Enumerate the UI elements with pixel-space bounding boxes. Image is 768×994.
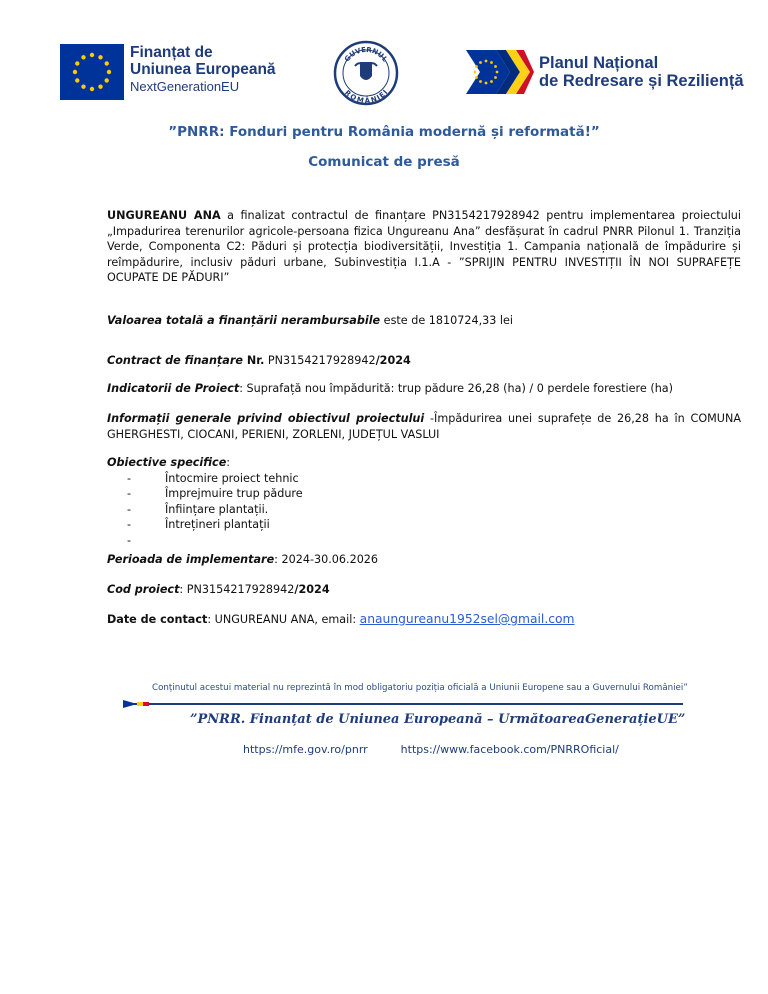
project-code-text: : PN3154217928942 <box>179 583 295 596</box>
project-indicators <box>107 381 741 397</box>
gov-seal-bottom-text: ROMÂNIEI <box>342 88 390 106</box>
list-item <box>107 517 741 533</box>
header <box>0 0 768 115</box>
contract-nr-label: Nr. <box>242 354 265 367</box>
list-dash: - <box>127 502 132 516</box>
objective-text: Întocmire proiect tehnic <box>165 471 299 485</box>
contract-number: PN3154217928942 <box>264 354 376 367</box>
period-text: : 2024-30.06.2026 <box>274 553 379 566</box>
list-dash: - <box>127 471 132 485</box>
list-item <box>107 471 741 487</box>
pnrr-logo <box>466 50 744 94</box>
list-dash: - <box>127 518 132 532</box>
contact-label: Date de contact <box>107 613 208 626</box>
objective-text: Înființare plantații. <box>165 502 269 516</box>
footer-decorative-bar <box>123 700 683 708</box>
financing-contract <box>107 353 741 369</box>
list-dash: - <box>127 487 132 501</box>
general-info-label: Informații generale privind obiectivul proiectului <box>107 412 425 425</box>
general-info <box>107 411 741 442</box>
contract-label: Contract de finanțare <box>107 354 243 367</box>
contact-text: : UNGUREANU ANA, email: <box>207 613 360 626</box>
list-item <box>107 502 741 518</box>
contact-details <box>107 612 741 628</box>
funding-value-label: Valoarea totală a finanțării nerambursabile <box>107 314 381 327</box>
indicators-text: : Suprafață nou împădurită: trup pădure 26,28 (ha) / 0 perdele forestiere (ha) <box>239 382 674 395</box>
eu-logo-line1: Finanțat de <box>130 44 213 61</box>
project-code <box>107 582 741 598</box>
specific-objectives <box>107 455 741 545</box>
list-dash: - <box>127 533 132 547</box>
footer-slogan: ”PNRR. Finanțat de Uniunea Europeană – UrmătoareaGenerațieUE” <box>190 712 686 727</box>
footer-link-mfe[interactable]: https://mfe.gov.ro/pnrr <box>243 743 368 756</box>
project-code-year: /2024 <box>294 583 330 596</box>
contract-year: /2024 <box>375 354 411 367</box>
footer-disclaimer: Conținutul acestui material nu reprezintă în mod obligatoriu poziția oficială a Uniunii Europene sau a Guvernului României” <box>152 683 688 693</box>
beneficiary-name: UNGUREANU ANA <box>107 209 221 222</box>
pnrr-logo-line2: de Redresare și Reziliență <box>539 72 744 90</box>
period-label: Perioada de implementare <box>107 553 275 566</box>
objective-text: Întrețineri plantații <box>165 518 270 532</box>
implementation-period <box>107 552 741 568</box>
eu-funding-logo <box>60 44 276 100</box>
footer-link-facebook[interactable]: https://www.facebook.com/PNRROficial/ <box>400 743 619 756</box>
indicators-label: Indicatorii de Proiect <box>107 382 240 395</box>
list-item <box>107 533 741 545</box>
general-info-text: -Împădurirea unei suprafețe de 26,28 ha în COMUNA GHERGHESTI, CIOCANI, PERIENI, ZORLENI, JUDEȚUL VASLUI <box>107 412 741 441</box>
pnrr-flag-arrow-icon <box>466 50 534 94</box>
intro-paragraph <box>107 208 741 286</box>
pnrr-slogan: ”PNRR: Fonduri pentru România modernă și reformată!” <box>168 124 600 140</box>
romanian-government-seal-icon <box>333 40 399 106</box>
gov-seal-top-text: GUVERNUL <box>343 45 389 64</box>
objectives-colon: : <box>226 456 231 469</box>
eu-logo-line2: Uniunea Europeană <box>130 61 276 79</box>
objectives-label: Obiective specifice <box>107 456 227 469</box>
pnrr-logo-line1: Planul Național <box>539 53 659 72</box>
intro-text: a finalizat contractul de finanțare PN3154217928942 pentru implementarea proiectului „Impadurirea terenurilor agricole-persoana fizica Ungureanu Ana” desfășurat în cadrul PNRR Pilonul 1. Tranziția Verde, Componenta C2: Păduri și protecția biodiversității, Investiția 1. Campania națională de împădurire și reîmpădurire, inclusiv păduri urbane, Subinvestiția I.1.A - ”SPRIJIN PENTRU INVESTIȚII ÎN NOI SUPRAFEȚE OCUPATE DE PĂDURI” <box>107 209 741 285</box>
funding-value-text: este de 1810724,33 lei <box>380 314 514 327</box>
list-item <box>107 486 741 502</box>
objectives-list <box>107 471 741 545</box>
eu-logo-line3: NextGenerationEU <box>130 79 240 95</box>
eu-flag-icon <box>60 44 124 100</box>
project-code-label: Cod proiect <box>107 583 180 596</box>
press-release-title: Comunicat de presă <box>308 154 460 170</box>
objective-text: Împrejmuire trup pădure <box>165 487 303 501</box>
footer-links <box>243 743 619 756</box>
contact-email-link[interactable]: anaungureanu1952sel@gmail.com <box>359 612 575 626</box>
funding-value <box>107 313 741 329</box>
